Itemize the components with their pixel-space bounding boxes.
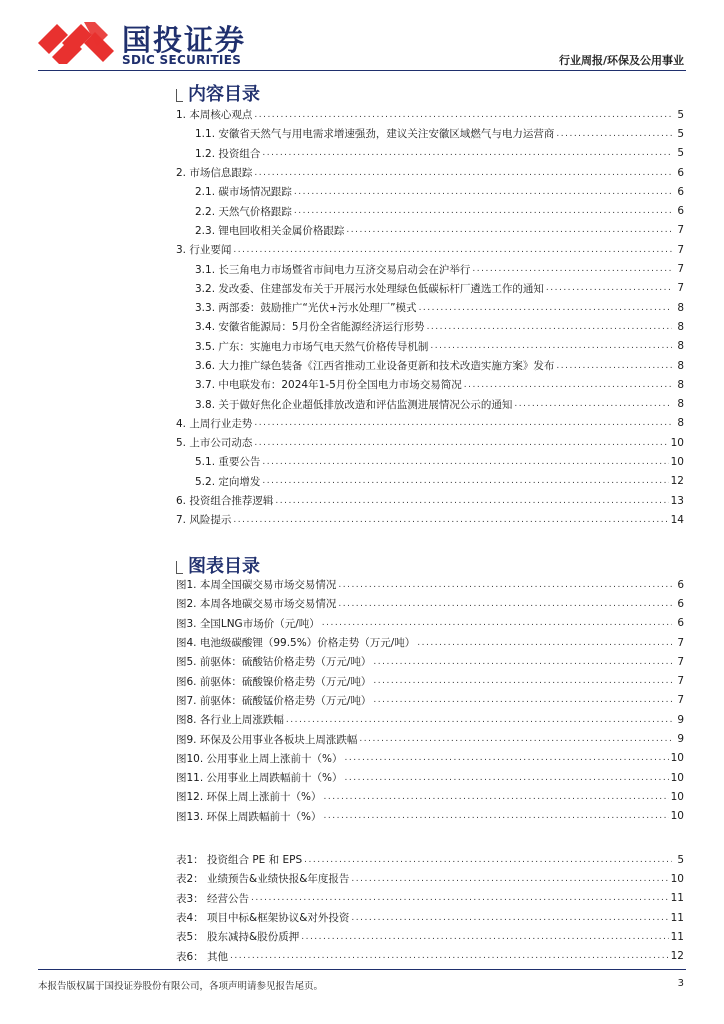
toc-entry[interactable]: [176, 510, 684, 529]
toc-entry-label: 图2. 本周各地碳交易市场交易情况: [176, 598, 337, 611]
footer-disclaimer: 本报告版权属于国投证券股份有限公司，各项声明请参见报告尾页。: [38, 981, 324, 992]
toc-entry-label: 1. 本周核心观点: [176, 109, 253, 122]
dot-leader: [230, 951, 669, 961]
dot-leader: [419, 303, 672, 313]
dot-leader: [324, 811, 669, 821]
toc-entry[interactable]: [176, 908, 684, 927]
toc-entry-label: 图11. 公用事业上周跌幅前十（%）: [176, 772, 343, 785]
toc-entry-label: 5. 上市公司动态: [176, 437, 253, 450]
contents-list: [176, 105, 684, 530]
dot-leader: [262, 457, 668, 467]
toc-entry-label: 图13. 环保上周跌幅前十（%）: [176, 810, 322, 823]
toc-entry[interactable]: [176, 182, 684, 201]
toc-entry[interactable]: [176, 259, 684, 278]
figures-list: [176, 575, 684, 826]
toc-entry[interactable]: [176, 614, 684, 633]
toc-entry[interactable]: [176, 279, 684, 298]
heading-mark-icon: [176, 89, 183, 102]
toc-entry-label: 5.1. 重要公告: [195, 456, 261, 469]
dot-leader: [427, 322, 672, 332]
toc-entry-page: 13: [670, 494, 684, 507]
toc-entry[interactable]: [176, 240, 684, 259]
dot-leader: [546, 283, 672, 293]
dot-leader: [359, 734, 672, 744]
toc-entry-page: 9: [677, 733, 684, 746]
toc-entry[interactable]: [176, 144, 684, 163]
toc-entry-label: 3.8. 关于做好焦化企业超低排放改造和评估监测进展情况公示的通知: [195, 398, 513, 411]
toc-entry-page: 10: [670, 436, 684, 449]
logo-mark-icon: [38, 22, 114, 64]
toc-entry-label: 3.3. 两部委：鼓励推广“光伏+污水处理厂”模式: [195, 302, 417, 315]
dot-leader: [373, 695, 672, 705]
toc-entry-label: 2. 市场信息跟踪: [176, 167, 253, 180]
dot-leader: [275, 496, 668, 506]
toc-entry[interactable]: [176, 105, 684, 124]
toc-entry[interactable]: [176, 394, 684, 413]
toc-entry-page: 7: [677, 675, 684, 688]
toc-entry-page: 5: [677, 108, 684, 121]
toc-entry[interactable]: [176, 889, 684, 908]
toc-entry-label: 图6. 前驱体：硫酸镍价格走势（万元/吨）: [176, 675, 372, 688]
dot-leader: [233, 515, 668, 525]
toc-entry-label: 表4： 项目中标&框架协议&对外投资: [176, 912, 350, 925]
toc-entry-label: 3.7. 中电联发布：2024年1-5月份全国电力市场交易简况: [195, 379, 462, 392]
toc-entry-label: 6. 投资组合推荐逻辑: [176, 495, 274, 508]
toc-entry-page: 14: [670, 513, 684, 526]
page-header: [0, 0, 724, 78]
toc-entry[interactable]: [176, 768, 684, 787]
toc-entry[interactable]: [176, 710, 684, 729]
dot-leader: [417, 638, 672, 648]
dot-leader: [262, 148, 672, 158]
toc-entry[interactable]: [176, 491, 684, 510]
toc-entry-page: 6: [677, 205, 684, 218]
toc-entry[interactable]: [176, 869, 684, 888]
toc-entry[interactable]: [176, 337, 684, 356]
dot-leader: [251, 893, 669, 903]
dot-leader: [262, 476, 668, 486]
toc-entry[interactable]: [176, 433, 684, 452]
dot-leader: [373, 676, 672, 686]
toc-entry-page: 10: [670, 790, 684, 803]
toc-entry-page: 10: [670, 752, 684, 765]
dot-leader: [373, 657, 672, 667]
toc-entry-page: 10: [670, 771, 684, 784]
toc-entry-page: 8: [677, 417, 684, 430]
dot-leader: [345, 753, 669, 763]
dot-leader: [254, 418, 672, 428]
toc-entry[interactable]: [176, 163, 684, 182]
toc-entry-label: 图4. 电池级碳酸锂（99.5%）价格走势（万元/吨）: [176, 637, 416, 650]
tables-list: [176, 850, 684, 966]
dot-leader: [351, 874, 668, 884]
dot-leader: [324, 792, 669, 802]
toc-entry-label: 表3： 经营公告: [176, 892, 250, 905]
toc-entry[interactable]: [176, 729, 684, 748]
toc-entry-page: 7: [677, 636, 684, 649]
toc-entry-page: 12: [670, 950, 684, 963]
toc-entry-label: 3.4. 安徽省能源局：5月份全省能源经济运行形势: [195, 321, 425, 334]
toc-entry-page: 10: [670, 810, 684, 823]
toc-entry-page: 6: [677, 597, 684, 610]
toc-entry-label: 图9. 环保及公用事业各板块上周涨跌幅: [176, 733, 358, 746]
toc-entry[interactable]: [176, 124, 684, 143]
toc-entry-page: 8: [677, 301, 684, 314]
toc-entry-page: 7: [677, 694, 684, 707]
toc-entry-page: 6: [677, 578, 684, 591]
toc-entry-label: 5.2. 定向增发: [195, 475, 261, 488]
toc-entry-label: 图3. 全国LNG市场价（元/吨）: [176, 617, 320, 630]
footer-divider: [38, 969, 686, 970]
toc-entry[interactable]: [176, 633, 684, 652]
toc-entry-label: 2.1. 碳市场情况跟踪: [195, 186, 292, 199]
dot-leader: [304, 855, 672, 865]
dot-leader: [338, 599, 672, 609]
toc-entry-page: 7: [677, 655, 684, 668]
toc-entry[interactable]: [176, 927, 684, 946]
sdic-logo: [38, 22, 248, 70]
toc-entry-label: 2.3. 锂电回收相关金属价格跟踪: [195, 224, 345, 237]
toc-entry-page: 11: [670, 892, 684, 905]
dot-leader: [286, 715, 672, 725]
dot-leader: [322, 618, 672, 628]
page-number: 3: [677, 978, 684, 989]
toc-entry-page: 8: [677, 340, 684, 353]
dot-leader: [464, 380, 672, 390]
toc-entry[interactable]: [176, 414, 684, 433]
toc-entry[interactable]: [176, 298, 684, 317]
logo-name: 国投证券: [122, 23, 247, 57]
dot-leader: [338, 580, 672, 590]
toc-entry-page: 12: [670, 475, 684, 488]
toc-entry-label: 表1： 投资组合 PE 和 EPS: [176, 854, 303, 867]
toc-entry-label: 2.2. 天然气价格跟踪: [195, 205, 292, 218]
toc-entry[interactable]: [176, 749, 684, 768]
toc-entry-page: 8: [677, 398, 684, 411]
toc-entry-page: 10: [670, 872, 684, 885]
toc-entry-label: 图10. 公用事业上周上涨前十（%）: [176, 752, 343, 765]
toc-entry-label: 7. 风险提示: [176, 514, 232, 527]
dot-leader: [472, 264, 672, 274]
report-type: 行业周报/环保及公用事业: [558, 54, 684, 67]
toc-entry[interactable]: [176, 375, 684, 394]
dot-leader: [514, 399, 672, 409]
dot-leader: [430, 341, 672, 351]
toc-entry[interactable]: [176, 452, 684, 471]
toc-entry[interactable]: [176, 317, 684, 336]
toc-entry-page: 9: [677, 713, 684, 726]
toc-entry-page: 11: [670, 911, 684, 924]
toc-entry-label: 图7. 前驱体：硫酸锰价格走势（万元/吨）: [176, 694, 372, 707]
toc-entry[interactable]: [176, 594, 684, 613]
dot-leader: [254, 438, 668, 448]
toc-entry-label: 图8. 各行业上周涨跌幅: [176, 714, 284, 727]
dot-leader: [301, 932, 668, 942]
toc-entry-page: 7: [677, 224, 684, 237]
toc-entry-label: 表5： 股东减持&股份质押: [176, 931, 300, 944]
toc-entry[interactable]: [176, 652, 684, 671]
toc-entry-page: 6: [677, 617, 684, 630]
toc-entry-page: 5: [677, 853, 684, 866]
toc-entry-label: 1.1. 安徽省天然气与用电需求增速强劲，建议关注安徽区域燃气与电力运营商: [195, 128, 555, 141]
toc-entry-label: 表6： 其他: [176, 950, 229, 963]
toc-entry[interactable]: [176, 575, 684, 594]
figures-title: 图表目录: [176, 552, 260, 578]
contents-title: 内容目录: [176, 80, 260, 106]
toc-entry-page: 7: [677, 243, 684, 256]
dot-leader: [254, 168, 672, 178]
toc-entry[interactable]: [176, 946, 684, 965]
dot-leader: [294, 187, 672, 197]
dot-leader: [351, 913, 668, 923]
toc-entry-page: 10: [670, 455, 684, 468]
toc-entry-page: 6: [677, 185, 684, 198]
toc-entry-page: 11: [670, 930, 684, 943]
logo-english: SDIC SECURITIES: [122, 53, 242, 67]
toc-entry-label: 4. 上周行业走势: [176, 417, 253, 430]
toc-entry[interactable]: [176, 671, 684, 690]
dot-leader: [233, 245, 672, 255]
header-divider: [38, 70, 686, 71]
toc-entry-page: 6: [677, 166, 684, 179]
dot-leader: [556, 361, 672, 371]
toc-entry-label: 3.2. 发改委、住建部发布关于开展污水处理绿色低碳标杆厂遴选工作的通知: [195, 282, 544, 295]
toc-entry[interactable]: [176, 807, 684, 826]
toc-entry-page: 8: [677, 359, 684, 372]
toc-entry-label: 图12. 环保上周上涨前十（%）: [176, 791, 322, 804]
toc-entry-label: 表2： 业绩预告&业绩快报&年度报告: [176, 873, 350, 886]
toc-entry[interactable]: [176, 691, 684, 710]
toc-entry[interactable]: [176, 356, 684, 375]
dot-leader: [294, 206, 672, 216]
toc-entry-label: 1.2. 投资组合: [195, 147, 261, 160]
toc-entry-page: 7: [677, 282, 684, 295]
heading-mark-icon: [176, 561, 183, 574]
toc-entry-label: 3.6. 大力推广绿色装备《江西省推动工业设备更新和技术改造实施方案》发布: [195, 360, 555, 372]
toc-entry-page: 7: [677, 263, 684, 276]
toc-entry-page: 8: [677, 378, 684, 391]
dot-leader: [345, 773, 669, 783]
toc-entry[interactable]: [176, 201, 684, 220]
toc-entry-label: 3.1. 长三角电力市场暨省市间电力互济交易启动会在沪举行: [195, 263, 471, 276]
dot-leader: [346, 225, 672, 235]
toc-entry[interactable]: [176, 221, 684, 240]
toc-entry[interactable]: [176, 850, 684, 869]
dot-leader: [556, 129, 672, 139]
toc-entry-page: 5: [677, 147, 684, 160]
toc-entry-label: 图1. 本周全国碳交易市场交易情况: [176, 579, 337, 592]
dot-leader: [254, 110, 672, 120]
toc-entry-page: 8: [677, 320, 684, 333]
toc-entry[interactable]: [176, 787, 684, 806]
toc-entry[interactable]: [176, 472, 684, 491]
toc-entry-label: 3.5. 广东：实施电力市场气电天然气价格传导机制: [195, 340, 429, 353]
toc-entry-label: 图5. 前驱体：硫酸钴价格走势（万元/吨）: [176, 656, 372, 669]
toc-entry-label: 3. 行业要闻: [176, 244, 232, 257]
toc-entry-page: 5: [677, 127, 684, 140]
